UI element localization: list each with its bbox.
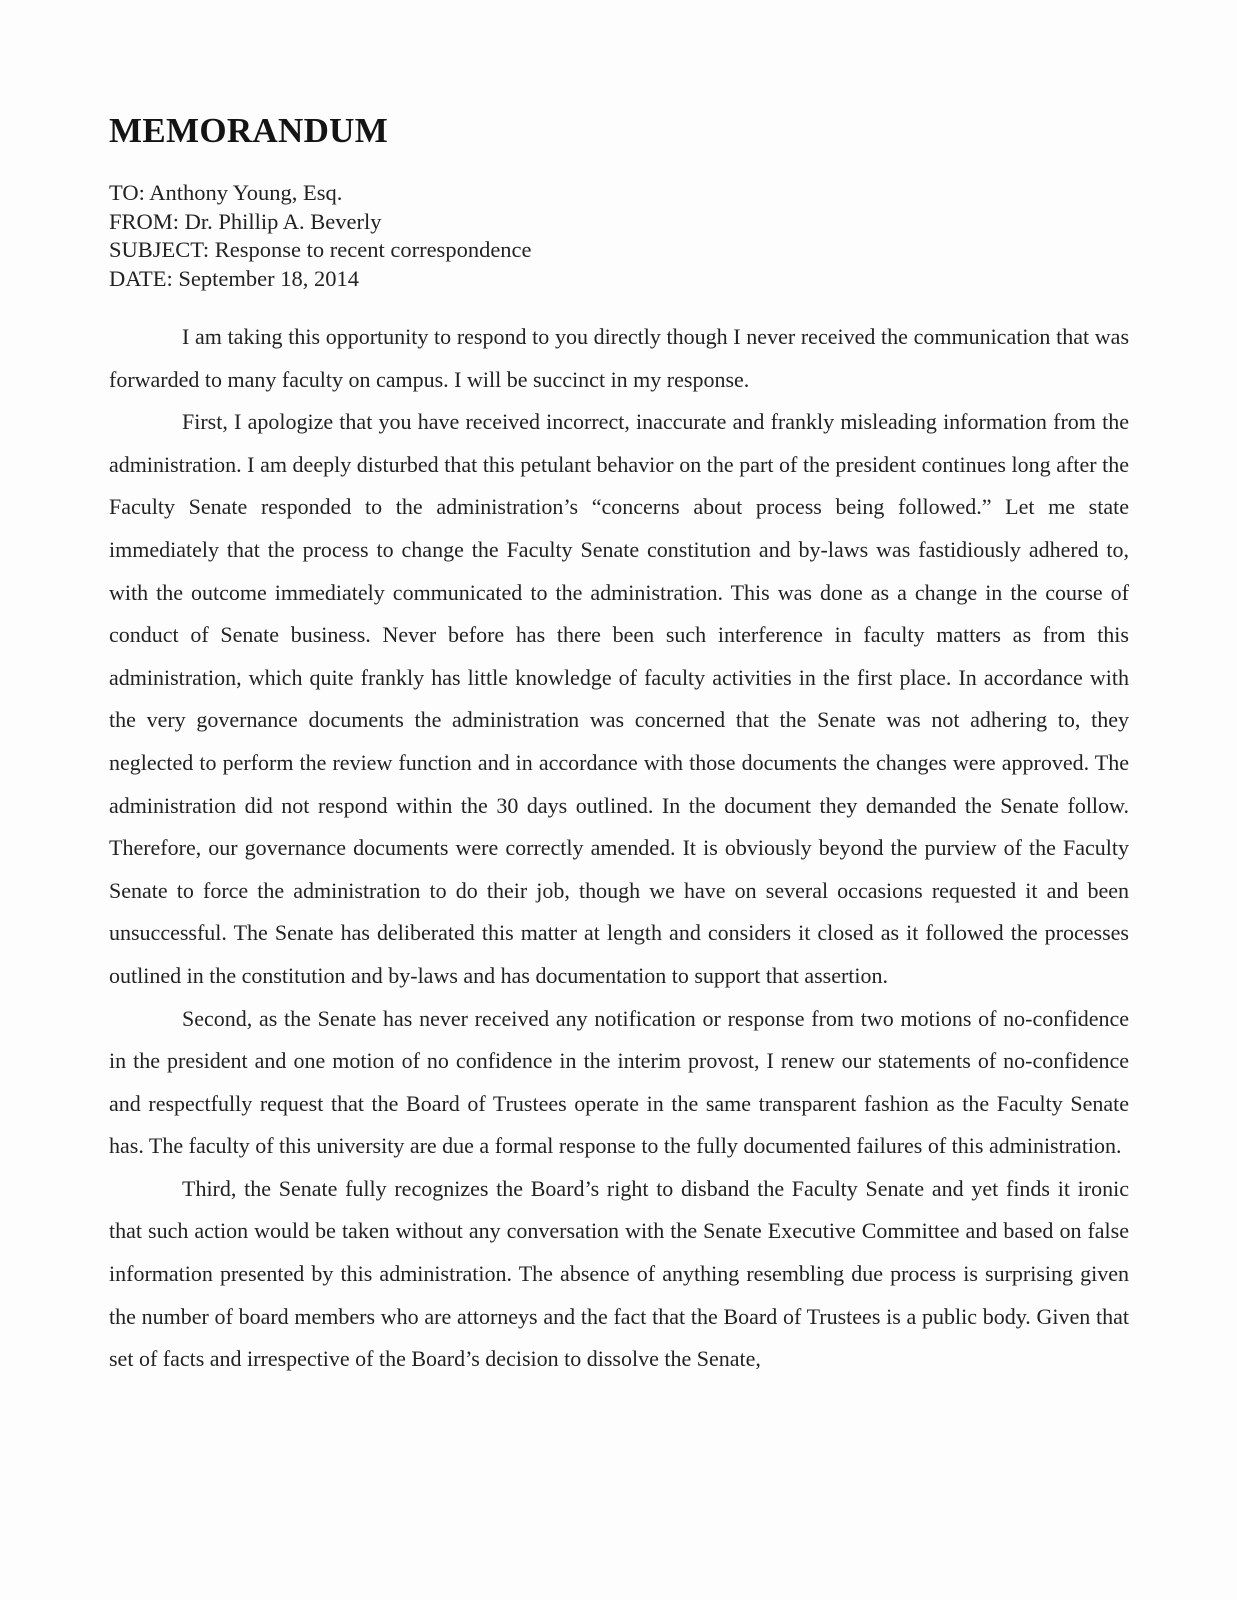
memo-to-line: TO: Anthony Young, Esq. (109, 180, 343, 205)
memo-paragraph-intro: I am taking this opportunity to respond to you directly though I never received the communication that was forwarded to many faculty on campus. I will be succinct in my response. (109, 324, 1129, 392)
memo-from-line: FROM: Dr. Phillip A. Beverly (109, 208, 382, 234)
memo-paragraph-third: Third, the Senate fully recognizes the Board’s right to disband the Faculty Senate and yet finds it ironic that such action would be taken without any conversation with the Senate Executive Committee and based on false information presented by this administration. The absence of anything resembling due process is surprising given the number of board members who are attorneys and the fact that the Board of Trustees is a public body. Given that set of facts and irrespective of the Board’s decision to dissolve the Senate, (109, 1175, 1129, 1372)
memo-body (109, 316, 1129, 1381)
memo-paragraph-first: First, I apologize that you have received incorrect, inaccurate and frankly misleading information from the administration. I am deeply disturbed that this petulant behavior on the part of the president continues long after the Faculty Senate responded to the administration’s “concerns about process being followed.” Let me state immediately that the process to change the Faculty Senate constitution and by-laws was fastidiously adhered to, with the outcome immediately communicated to the administration. This was done as a change in the course of conduct of Senate business. Never before has there been such interference in faculty matters as from this administration, which quite frankly has little knowledge of faculty activities in the first place. In accordance with the very governance documents the administration was concerned that the Senate was not adhering to, they neglected to perform the review function and in accordance with those documents the changes were approved. The administration did not respond within the 30 days outlined. In the document they demanded the Senate follow. Therefore, our governance documents were correctly amended. It is obviously beyond the purview of the Faculty Senate to force the administration to do their job, though we have on several occasions requested it and been unsuccessful. The Senate has deliberated this matter at length and considers it closed as it followed the processes outlined in the constitution and by-laws and has documentation to support that assertion. (109, 409, 1129, 988)
memo-title: MEMORANDUM (109, 111, 389, 150)
memo-subject-line: SUBJECT: Response to recent correspondence (109, 237, 532, 262)
memo-header (109, 179, 532, 293)
memo-paragraph-second: Second, as the Senate has never received any notification or response from two motions of no-confidence in the president and one motion of no confidence in the interim provost, I renew our statements of no-confidence and respectfully request that the Board of Trustees operate in the same transparent fashion as the Faculty Senate has. The faculty of this university are due a formal response to the fully documented failures of this administration. (109, 1005, 1129, 1159)
memo-date-line: DATE: September 18, 2014 (109, 265, 359, 291)
